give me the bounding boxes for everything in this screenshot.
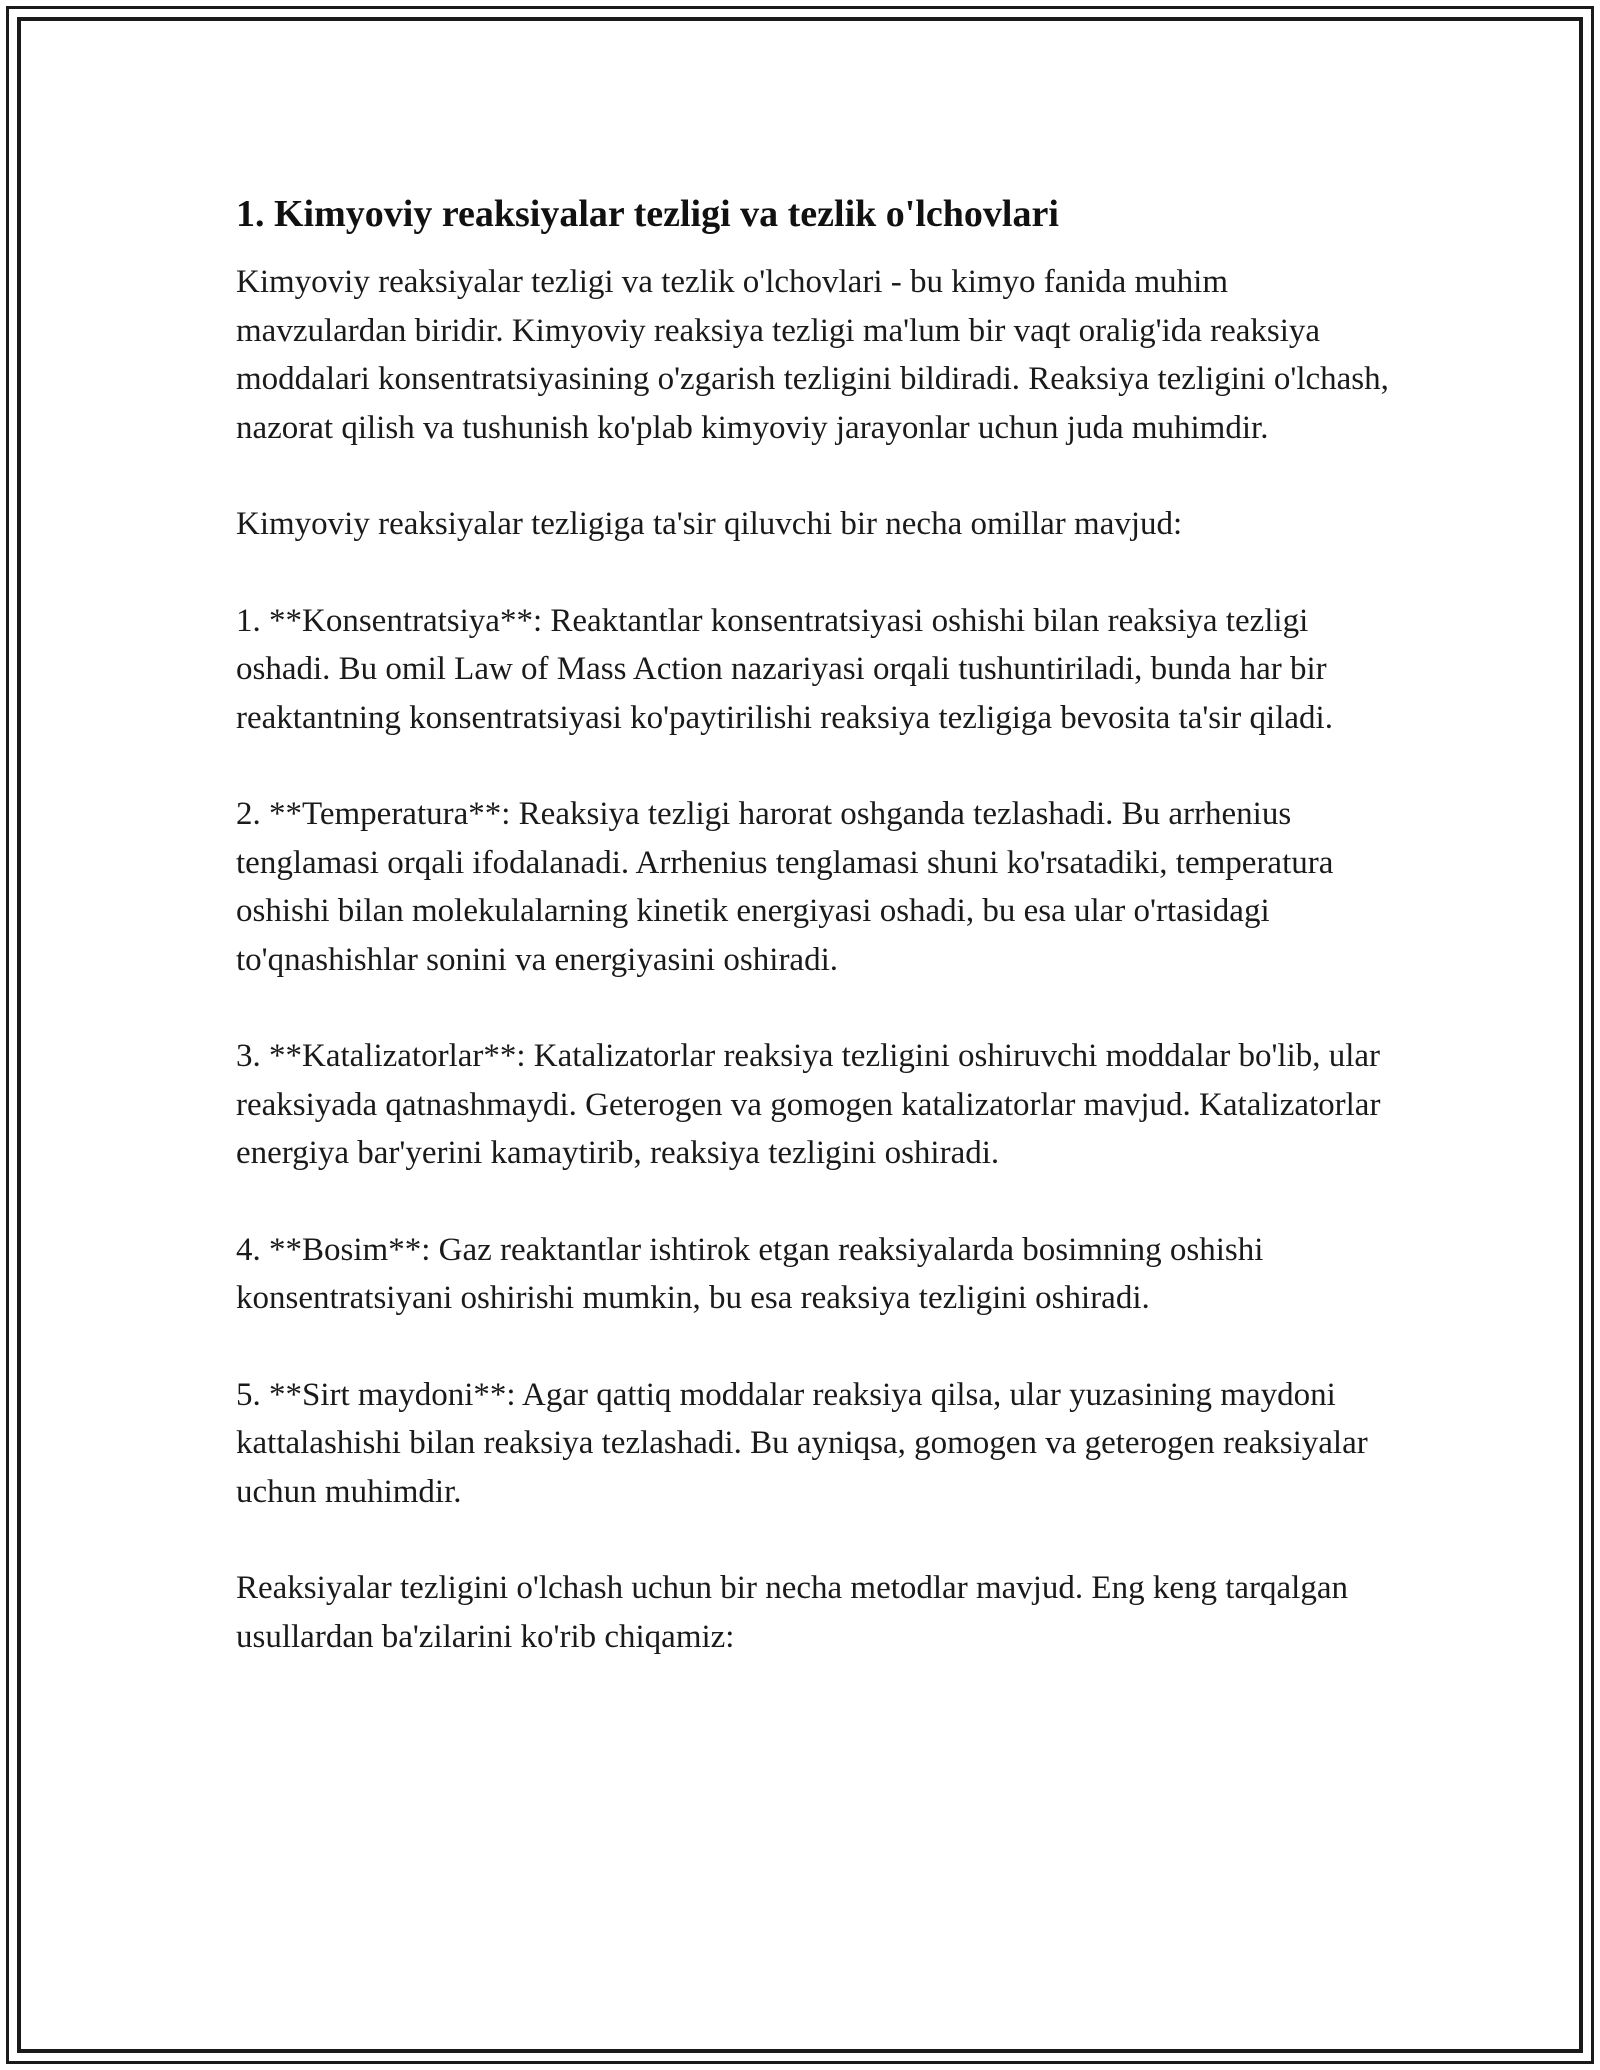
document-body [236, 186, 1406, 1709]
paragraph-concentration: 1. **Konsentratsiya**: Reaktantlar konsentratsiyasi oshishi bilan reaksiya tezligi oshadi. Bu omil Law of Mass Action nazariyasi orqali tushuntiriladi, bunda har bir reaktantning konsentratsiyasi ko'paytirilishi reaksiya tezligiga bevosita ta'sir qiladi. [236, 602, 1333, 736]
paragraph-factors-intro: Kimyoviy reaksiyalar tezligiga ta'sir qiluvchi bir necha omillar mavjud: [236, 506, 1183, 542]
paragraph-surface-area: 5. **Sirt maydoni**: Agar qattiq moddalar reaksiya qilsa, ular yuzasining maydoni kattalashishi bilan reaksiya tezlashadi. Bu ayniqsa, gomogen va geterogen reaksiyalar uchun muhimdir. [236, 1376, 1368, 1510]
paragraph-temperature: 2. **Temperatura**: Reaksiya tezligi harorat oshganda tezlashadi. Bu arrhenius tenglamasi orqali ifodalanadi. Arrhenius tenglamasi shuni ko'rsatadiki, temperatura oshishi bilan molekulalarning kinetik energiyasi oshadi, bu esa ular o'rtasidagi to'qnashishlar sonini va energiyasini oshiradi. [236, 796, 1334, 978]
paragraph-intro: Kimyoviy reaksiyalar tezligi va tezlik o'lchovlari - bu kimyo fanida muhim mavzulardan biridir. Kimyoviy reaksiya tezligi ma'lum bir vaqt oralig'ida reaksiya moddalari konsentratsiyasining o'zgarish tezligini bildiradi. Reaksiya tezligini o'lchash, nazorat qilish va tushunish ko'plab kimyoviy jarayonlar uchun juda muhimdir. [236, 264, 1389, 446]
document-title: 1. Kimyoviy reaksiyalar tezligi va tezlik o'lchovlari [236, 193, 1059, 235]
paragraph-pressure: 4. **Bosim**: Gaz reaktantlar ishtirok etgan reaksiyalarda bosimning oshishi konsentratsiyani oshirishi mumkin, bu esa reaksiya tezligini oshiradi. [236, 1231, 1264, 1316]
paragraph-methods-intro: Reaksiyalar tezligini o'lchash uchun bir necha metodlar mavjud. Eng keng tarqalgan usullardan ba'zilarini ko'rib chiqamiz: [236, 1570, 1348, 1655]
paragraph-catalysts: 3. **Katalizatorlar**: Katalizatorlar reaksiya tezligini oshiruvchi moddalar bo'lib, ular reaksiyada qatnashmaydi. Geterogen va gomogen katalizatorlar mavjud. Katalizatorlar energiya bar'yerini kamaytirib, reaksiya tezligini oshiradi. [236, 1038, 1381, 1171]
